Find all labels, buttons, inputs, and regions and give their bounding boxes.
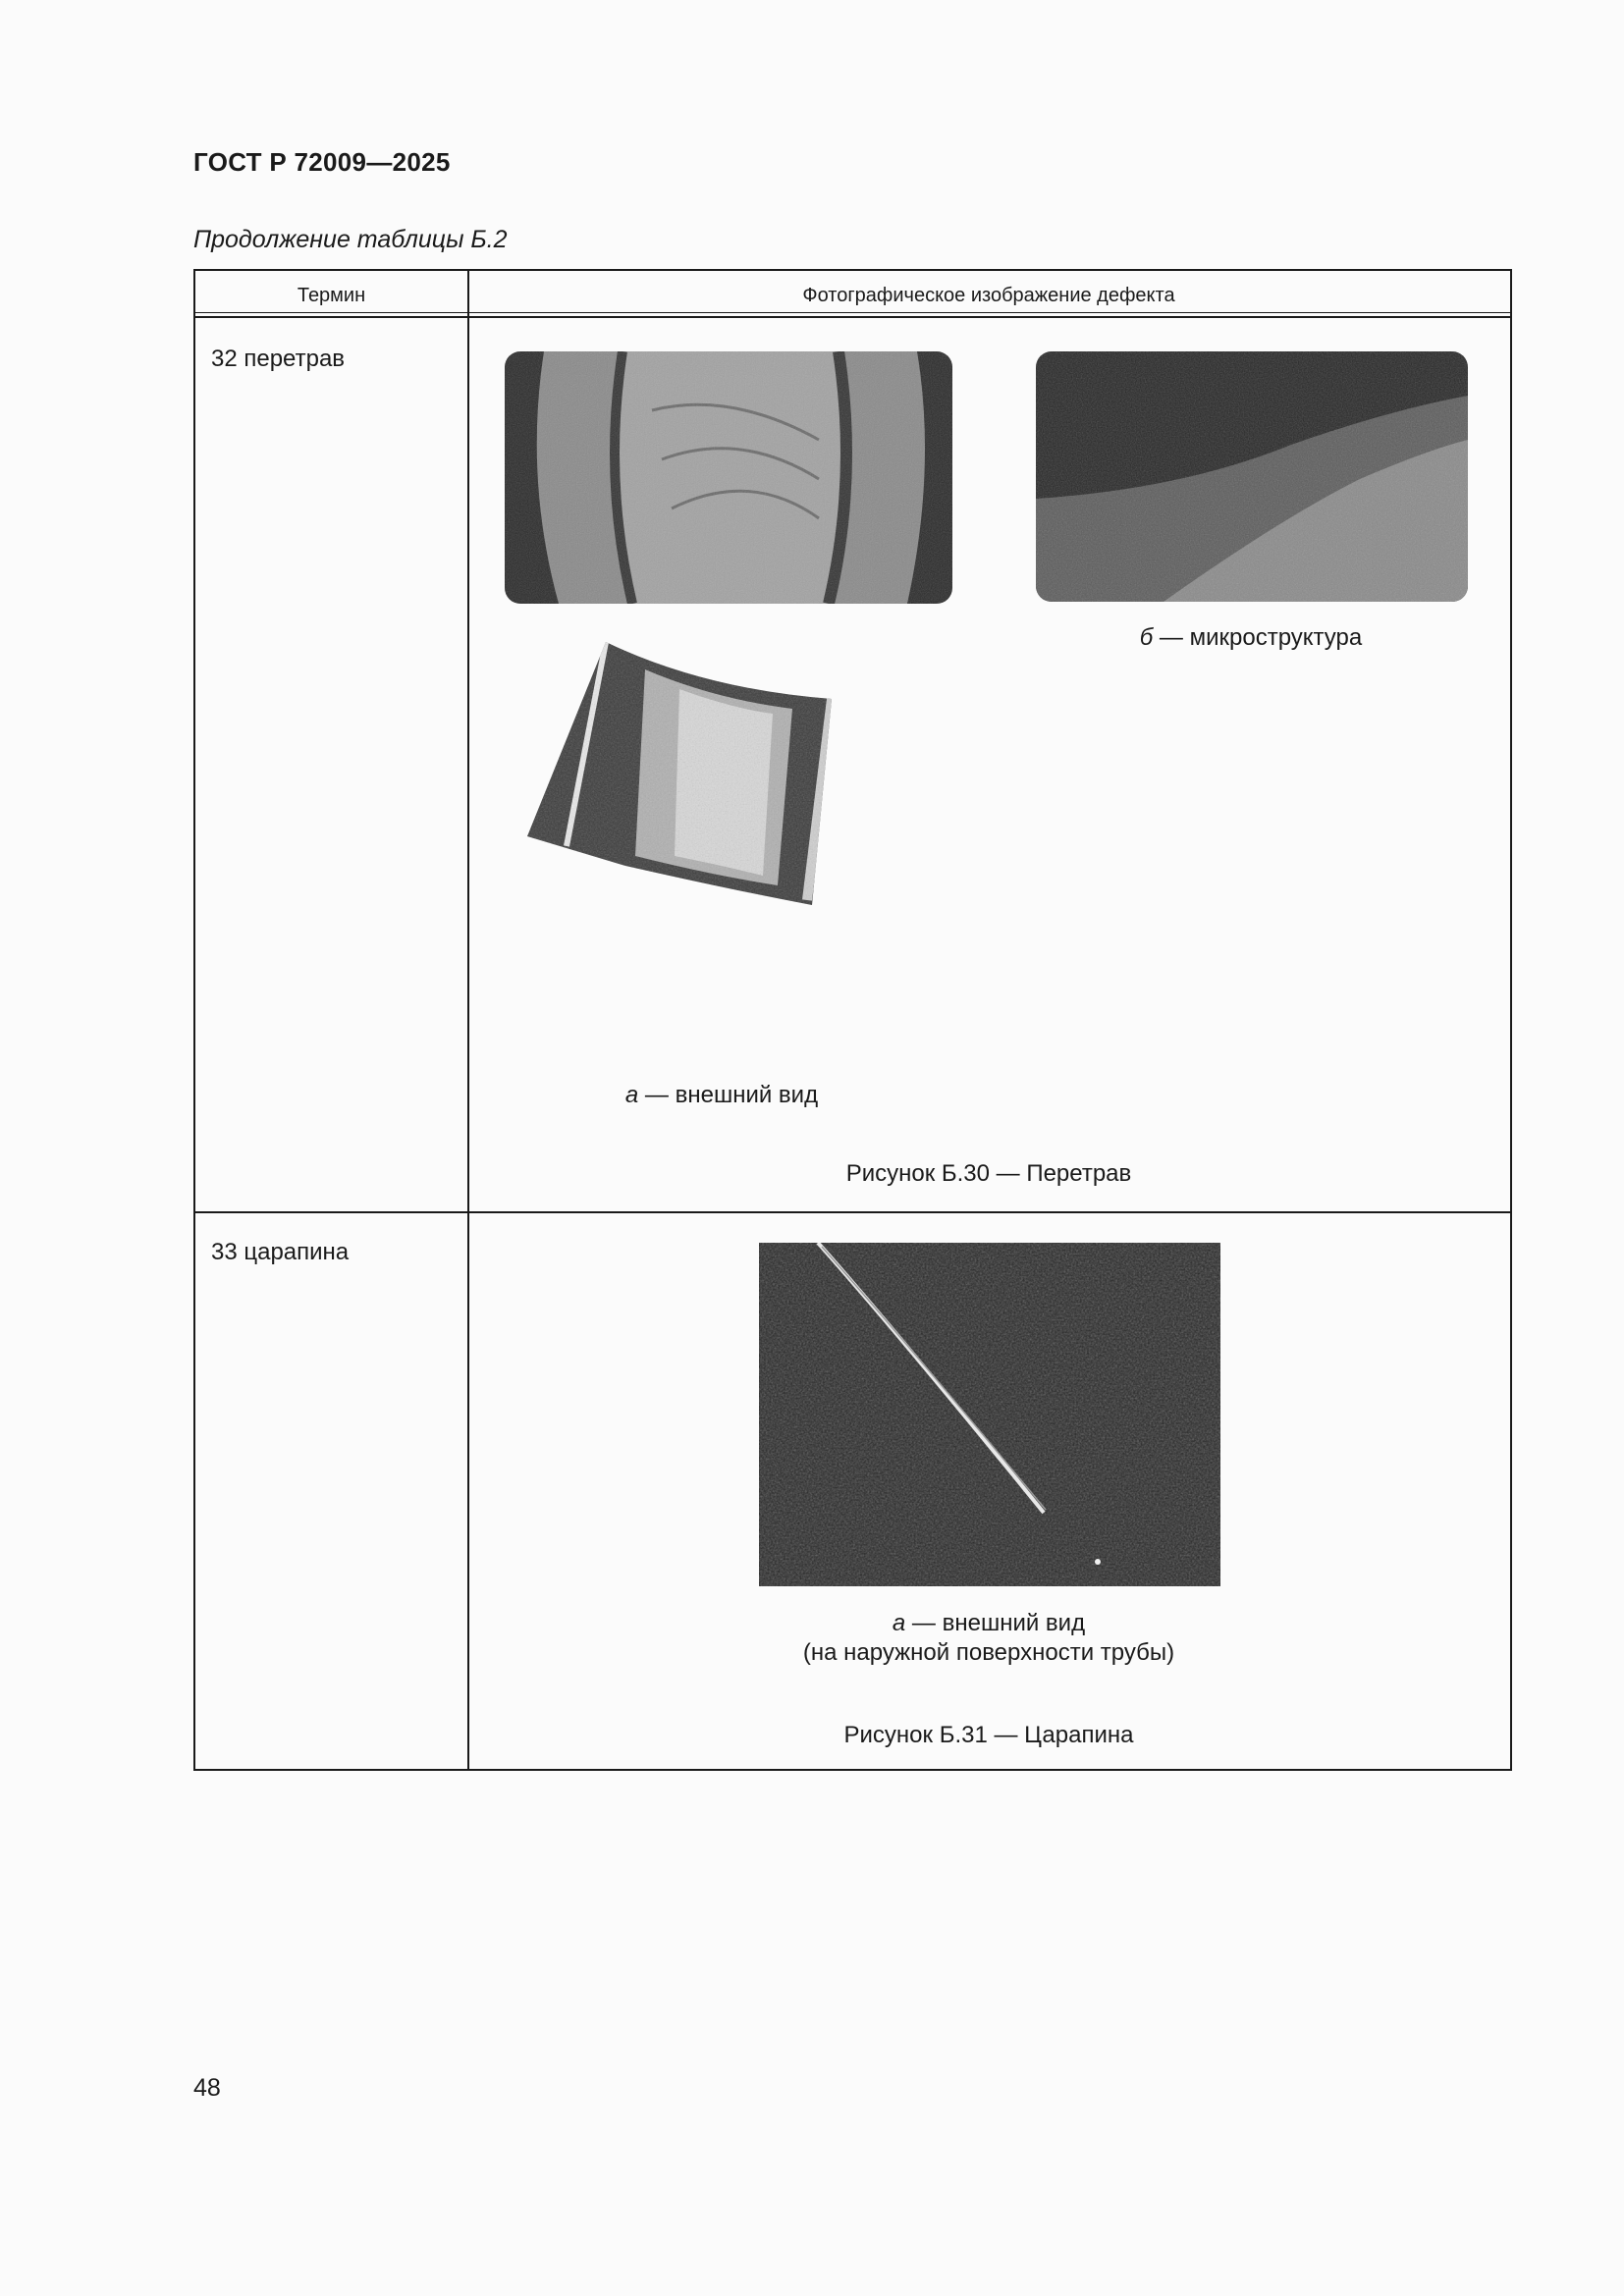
caption-33-a-line2: (на наружной поверхности трубы) [802,1639,1175,1666]
photo-scratch [759,1243,1220,1586]
term-33: 33 царапина [211,1239,350,1265]
term-32: 32 перетрав [211,346,346,372]
caption-32-b: б — микроструктура [1139,624,1363,651]
doc-code: ГОСТ Р 72009—2025 [193,147,451,177]
table-continuation-label: Продолжение таблицы Б.2 [193,226,508,253]
figure-title-b30: Рисунок Б.30 — Перетрав [845,1160,1132,1187]
page-number: 48 [193,2074,221,2102]
defects-table [193,269,1512,1771]
caption-33-a: а — внешний вид [892,1610,1086,1636]
figure-title-b31: Рисунок Б.31 — Царапина [843,1722,1134,1748]
column-header-term: Термин [297,285,366,306]
photo-pipe-external [508,640,959,934]
row-divider [195,1211,1510,1213]
table-header [195,271,1510,318]
column-header-photo: Фотографическое изображение дефекта [802,285,1175,306]
caption-32-a: а — внешний вид [624,1082,819,1108]
column-divider [467,271,469,1769]
photo-microstructure [1036,351,1468,602]
photo-pipe-section [505,351,952,604]
